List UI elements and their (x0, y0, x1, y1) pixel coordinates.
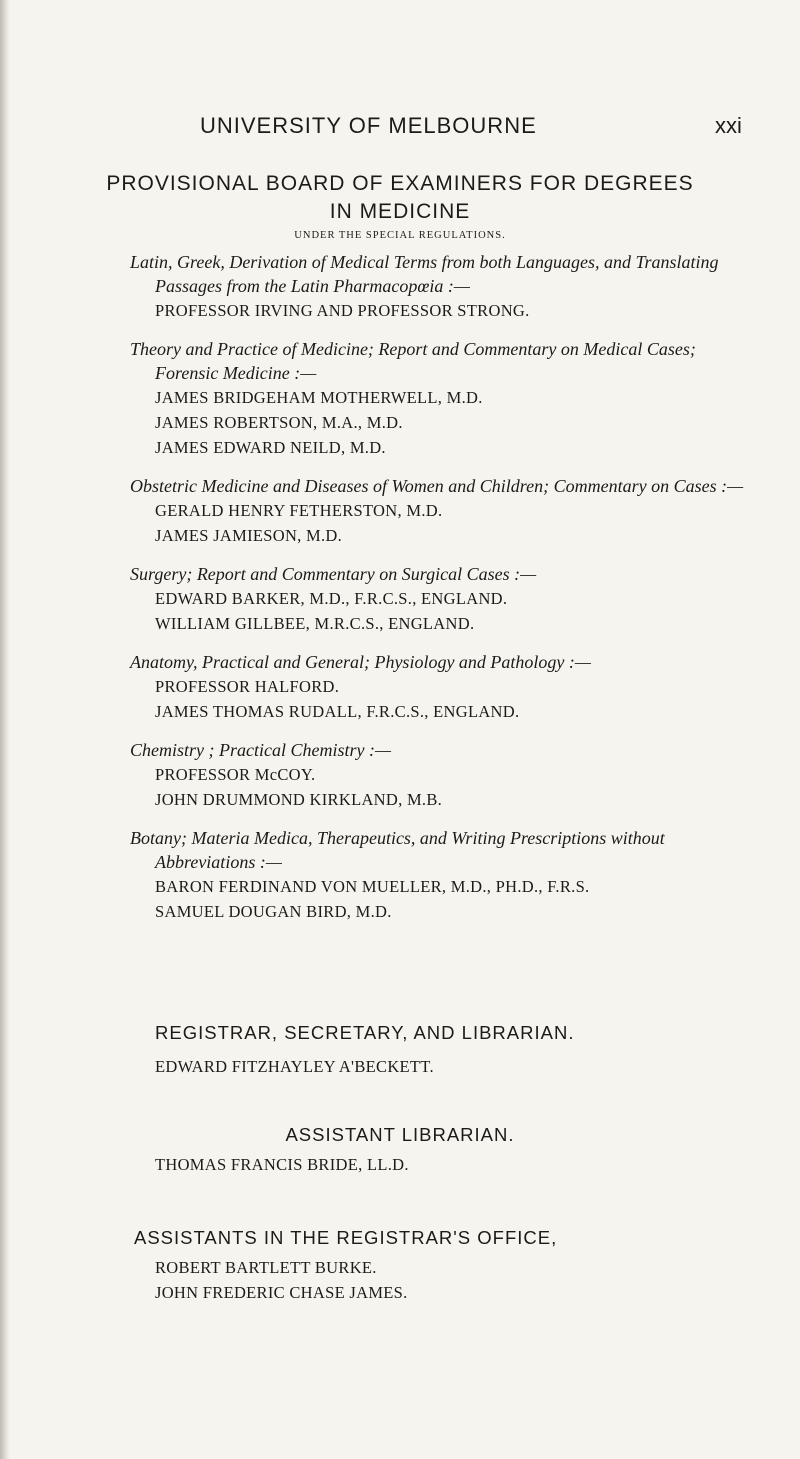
subject-heading: Botany; Materia Medica, Therapeutics, and Writing Prescriptions without Abbreviations :— (130, 828, 665, 872)
subject-heading: Theory and Practice of Medicine; Report and Commentary on Medical Cases; Forensic Medicine :— (130, 339, 696, 383)
examiner-name: JAMES BRIDGEHAM MOTHERWELL, M.D. (155, 388, 483, 407)
section-latin-greek (0, 250, 800, 323)
section-surgery (0, 562, 800, 636)
assistant-librarian-heading: ASSISTANT LIBRARIAN. (285, 1124, 515, 1145)
registrar-heading: REGISTRAR, SECRETARY, AND LIBRARIAN. (155, 1022, 575, 1043)
examiner-name: EDWARD BARKER, M.D., F.R.C.S., ENGLAND. (155, 589, 508, 608)
examiner-name: GERALD HENRY FETHERSTON, M.D. (155, 501, 443, 520)
examiner-name: BARON FERDINAND VON MUELLER, M.D., PH.D., F.R.S. (155, 877, 590, 896)
section-medicine (0, 337, 800, 460)
registrar-name: EDWARD FITZHAYLEY A'BECKETT. (155, 1057, 434, 1076)
assistants-block (0, 1225, 800, 1305)
subject-heading: Latin, Greek, Derivation of Medical Terms from both Languages, and Translating Passages from the Latin Pharmacopœia :— (130, 252, 719, 296)
assistant-name: ROBERT BARTLETT BURKE. (155, 1258, 377, 1277)
section-botany (0, 826, 800, 924)
registrar-block (0, 1020, 800, 1079)
assistant-librarian-block (0, 1122, 800, 1177)
assistant-name: JOHN FREDERIC CHASE JAMES. (155, 1283, 408, 1302)
examiner-name: JAMES THOMAS RUDALL, F.R.C.S., ENGLAND. (155, 702, 520, 721)
examiner-name: PROFESSOR IRVING AND PROFESSOR STRONG. (155, 301, 530, 320)
board-title-line-1: PROVISIONAL BOARD OF EXAMINERS FOR DEGREES (106, 172, 694, 195)
section-chemistry (0, 738, 800, 812)
examiner-name: JOHN DRUMMOND KIRKLAND, M.B. (155, 790, 443, 809)
board-subtitle: UNDER THE SPECIAL REGULATIONS. (294, 230, 506, 241)
assistant-librarian-name: THOMAS FRANCIS BRIDE, LL.D. (155, 1155, 409, 1174)
subject-heading: Surgery; Report and Commentary on Surgical Cases :— (130, 564, 537, 584)
board-title-line-2: IN MEDICINE (329, 200, 471, 223)
page-number: xxi (715, 113, 742, 138)
examiner-name: PROFESSOR HALFORD. (155, 677, 340, 696)
running-head-title: UNIVERSITY OF MELBOURNE (200, 113, 537, 138)
assistants-heading: ASSISTANTS IN THE REGISTRAR'S OFFICE, (134, 1227, 558, 1248)
examiner-name: SAMUEL DOUGAN BIRD, M.D. (155, 902, 392, 921)
examiner-name: JAMES ROBERTSON, M.A., M.D. (155, 413, 403, 432)
examiners-list (0, 250, 800, 938)
board-title (0, 170, 800, 226)
subject-heading: Chemistry ; Practical Chemistry :— (130, 740, 391, 760)
section-obstetrics (0, 474, 800, 548)
section-anatomy (0, 650, 800, 724)
examiner-name: JAMES EDWARD NEILD, M.D. (155, 438, 386, 457)
subject-heading: Anatomy, Practical and General; Physiology and Pathology :— (130, 652, 591, 672)
running-head (0, 113, 800, 143)
examiner-name: WILLIAM GILLBEE, M.R.C.S., ENGLAND. (155, 614, 475, 633)
examiner-name: PROFESSOR McCOY. (155, 765, 316, 784)
subject-heading: Obstetric Medicine and Diseases of Women and Children; Commentary on Cases :— (130, 476, 744, 496)
examiner-name: JAMES JAMIESON, M.D. (155, 526, 343, 545)
